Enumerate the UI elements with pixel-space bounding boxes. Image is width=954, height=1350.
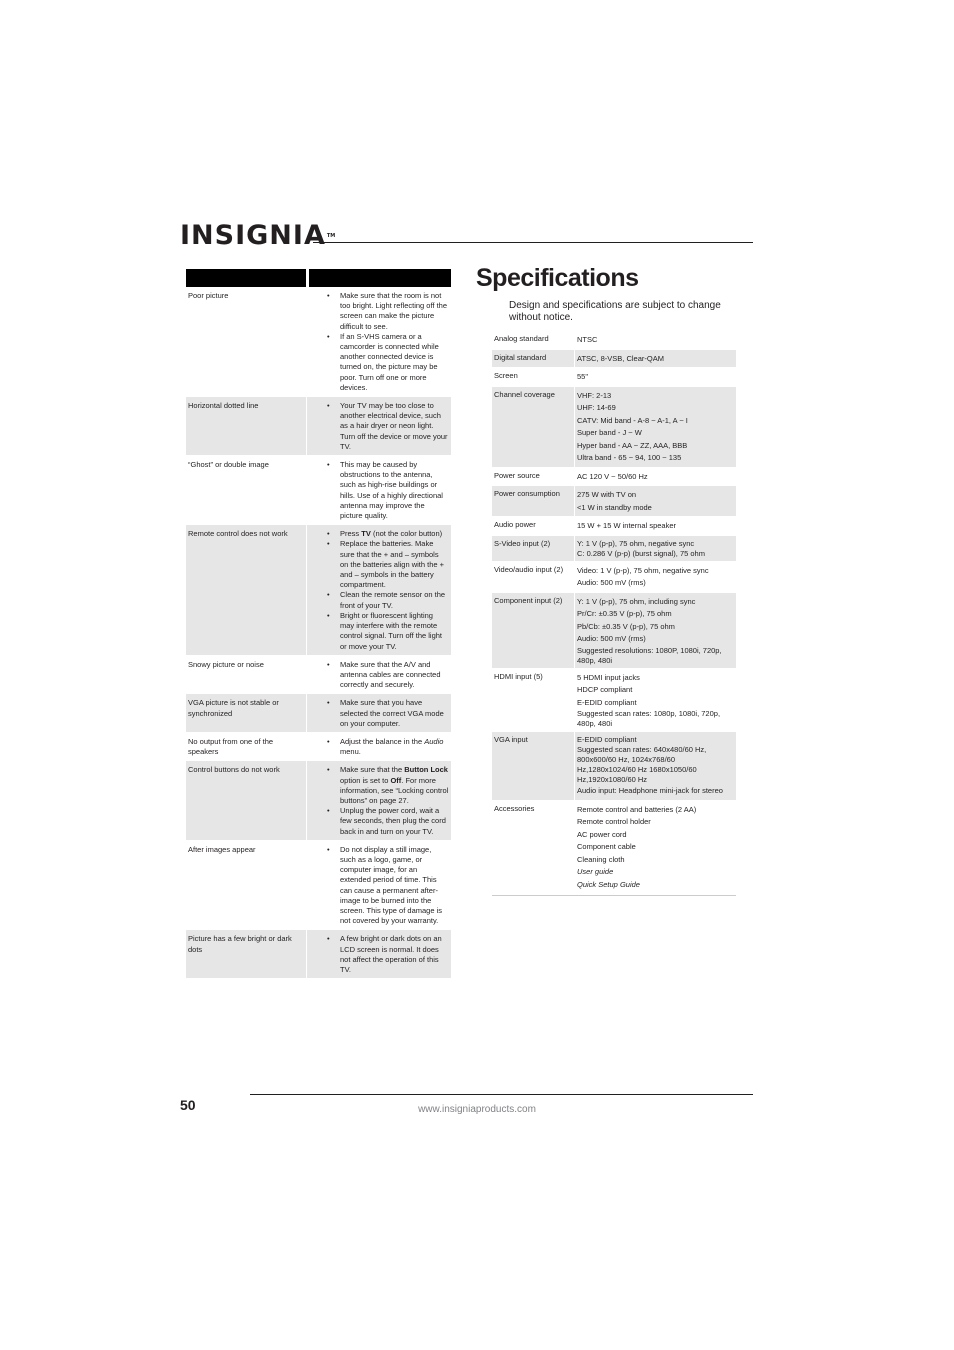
spec-value-line: CATV: Mid band - A-8 ~ A-1, A ~ I xyxy=(577,415,688,425)
spec-row xyxy=(492,486,736,517)
spec-row xyxy=(492,386,736,467)
logo-trademark: TM xyxy=(326,233,336,239)
spec-value xyxy=(575,732,737,801)
spec-label: HDMI input (5) xyxy=(492,668,575,732)
solution-item: • Do not display a still image, such as a logo, game, or computer image, for an extended period of time. This can cause a permanent after-image to be burned into the screen. This type of damage is not covered by your warranty. xyxy=(311,845,449,927)
spec-value-line: AC 120 V ~ 50/60 Hz xyxy=(577,471,648,481)
specifications-table xyxy=(492,331,736,896)
spec-value-line: Suggested resolutions: 1080P, 1080i, 720p, 480p, 480i xyxy=(577,645,722,665)
spec-value xyxy=(575,592,737,668)
solution-item: • If an S-VHS camera or a camcorder is connected while another connected device is turned on, the picture may be poor. Turn off one or more devices. xyxy=(311,332,449,393)
spec-row xyxy=(492,592,736,668)
solution-cell xyxy=(307,761,451,839)
spec-value-line: Hyper band - AA ~ ZZ, AAA, BBB xyxy=(577,440,688,450)
spec-value-line: Audio: 500 mV (rms) xyxy=(577,634,646,643)
spec-value-line: VHF: 2-13 xyxy=(577,390,612,400)
solution-item: • Adjust the balance in the Audio menu. xyxy=(311,737,449,757)
spec-row xyxy=(492,467,736,486)
spec-value-line: NTSC xyxy=(577,335,598,344)
spec-label: Analog standard xyxy=(492,331,575,349)
spec-value xyxy=(575,467,737,486)
solution-item: • A few bright or dark dots on an LCD screen is normal. It does not affect the operation of this TV. xyxy=(311,934,449,975)
solution-cell xyxy=(307,525,451,654)
page-number: 50 xyxy=(180,1097,196,1113)
problem-column-header xyxy=(186,269,306,287)
spec-value xyxy=(575,800,737,896)
spec-value-line: Quick Setup Guide xyxy=(577,879,640,889)
spec-row xyxy=(492,732,736,801)
spec-value-line: 5 HDMI input jacks xyxy=(577,672,640,682)
spec-label: Screen xyxy=(492,368,575,387)
table-row xyxy=(186,455,451,524)
table-row xyxy=(186,732,451,760)
spec-label: Component input (2) xyxy=(492,592,575,668)
troubleshooting-table xyxy=(186,269,451,978)
spec-value-line: E-EDID compliant xyxy=(577,735,637,744)
spec-value xyxy=(575,386,737,467)
spec-row xyxy=(492,535,736,561)
spec-value xyxy=(575,368,737,387)
solution-column-header xyxy=(309,269,451,287)
spec-value-line: 55" xyxy=(577,372,589,381)
spec-row xyxy=(492,368,736,387)
spec-value-line: UHF: 14-69 xyxy=(577,403,616,412)
solution-item: • Press TV (not the color button) xyxy=(311,529,449,539)
problem-cell: “Ghost” or double image xyxy=(186,456,307,524)
solution-item: • Bright or fluorescent lighting may interfere with the remote control signal. Turn off the light or move your TV. xyxy=(311,611,449,652)
spec-label: Audio power xyxy=(492,517,575,536)
solution-cell xyxy=(307,930,451,978)
spec-value xyxy=(575,517,737,536)
problem-cell: Poor picture xyxy=(186,287,307,396)
spec-value-line: ATSC, 8-VSB, Clear-QAM xyxy=(577,353,664,363)
solution-item: • Your TV may be too close to another electrical device, such as a hair dryer or neon light. Turn off the device or move your TV. xyxy=(311,401,449,452)
spec-row xyxy=(492,517,736,536)
solution-cell xyxy=(307,694,451,732)
spec-value-line: Video: 1 V (p-p), 75 ohm, negative sync xyxy=(577,565,709,575)
spec-value-line: Y: 1 V (p-p), 75 ohm, negative sync xyxy=(577,538,695,548)
spec-value-line: E-EDID compliant xyxy=(577,697,637,707)
table-row xyxy=(186,287,451,396)
spec-label: Power source xyxy=(492,467,575,486)
spec-value xyxy=(575,535,737,561)
solution-item: • Make sure that you have selected the correct VGA mode on your computer. xyxy=(311,698,449,729)
spec-row xyxy=(492,349,736,368)
spec-label: Power consumption xyxy=(492,486,575,517)
problem-cell: Control buttons do not work xyxy=(186,761,307,839)
spec-value-line: 275 W with TV on xyxy=(577,490,637,499)
problem-cell: After images appear xyxy=(186,841,307,930)
problem-cell: VGA picture is not stable or synchronized xyxy=(186,694,307,732)
troubleshooting-table-header xyxy=(186,269,451,287)
spec-row xyxy=(492,800,736,896)
solution-cell xyxy=(307,733,451,760)
spec-value-line: User guide xyxy=(577,867,614,876)
spec-value-line: Audio input: Headphone mini-jack for stereo xyxy=(577,786,723,795)
solution-item: • This may be caused by obstructions to the antenna, such as high-rise buildings or hills. Use of a highly directional antenna may improve the picture quality. xyxy=(311,460,449,521)
spec-value-line: C: 0.286 V (p-p) (burst signal), 75 ohm xyxy=(577,548,705,558)
spec-value-line: Pb/Cb: ±0.35 V (p-p), 75 ohm xyxy=(577,621,675,631)
spec-label: VGA input xyxy=(492,732,575,801)
logo-text: INSIGNIA xyxy=(180,220,326,251)
spec-row xyxy=(492,668,736,732)
problem-cell: Snowy picture or noise xyxy=(186,656,307,694)
spec-label: S-Video input (2) xyxy=(492,535,575,561)
table-row xyxy=(186,929,451,978)
spec-value-line: Ultra band - 65 ~ 94, 100 ~ 135 xyxy=(577,453,682,462)
spec-value xyxy=(575,349,737,368)
solution-cell xyxy=(307,456,451,524)
solution-item: • Make sure that the Button Lock option is set to Off. For more information, see “Locking control buttons” on page 27. xyxy=(311,765,449,806)
spec-value-line: Super band - J ~ W xyxy=(577,428,642,437)
spec-row xyxy=(492,331,736,349)
spec-label: Digital standard xyxy=(492,349,575,368)
header-rule xyxy=(313,242,753,243)
solution-cell xyxy=(307,397,451,455)
spec-value-line: Suggested scan rates: 1080p, 1080i, 720p, 480p, 480i xyxy=(577,709,721,728)
specifications-title: Specifications xyxy=(476,264,639,292)
spec-value xyxy=(575,331,737,349)
spec-value-line: Remote control and batteries (2 AA) xyxy=(577,804,697,814)
solution-cell xyxy=(307,287,451,396)
spec-label: Channel coverage xyxy=(492,386,575,467)
spec-value-line: Suggested scan rates: 640x480/60 Hz, 800x600/60 Hz, 1024x768/60 Hz,1280x1024/60 Hz 1680x1050/60 Hz,1920x1080/60 Hz xyxy=(577,745,707,784)
spec-value-line: Y: 1 V (p-p), 75 ohm, including sync xyxy=(577,596,696,606)
insignia-logo xyxy=(180,216,335,256)
spec-value-line: HDCP compliant xyxy=(577,685,633,694)
spec-row xyxy=(492,561,736,592)
solution-cell xyxy=(307,841,451,930)
solution-item: • Clean the remote sensor on the front of your TV. xyxy=(311,590,449,610)
table-row xyxy=(186,760,451,839)
solution-item: • Make sure that the room is not too bright. Light reflecting off the screen can make the picture difficult to see. xyxy=(311,291,449,332)
spec-value-line: Cleaning cloth xyxy=(577,854,625,864)
spec-value-line: <1 W in standby mode xyxy=(577,502,652,512)
solution-item: • Unplug the power cord, wait a few seconds, then plug the cord back in and turn on your TV. xyxy=(311,806,449,837)
spec-label: Accessories xyxy=(492,800,575,896)
spec-value-line: Audio: 500 mV (rms) xyxy=(577,578,646,587)
spec-value xyxy=(575,561,737,592)
solution-item: • Make sure that the A/V and antenna cables are connected correctly and securely. xyxy=(311,660,449,691)
spec-value xyxy=(575,486,737,517)
solution-cell xyxy=(307,656,451,694)
table-row xyxy=(186,524,451,654)
spec-value-line: AC power cord xyxy=(577,829,627,839)
spec-value-line: Pr/Cr: ±0.35 V (p-p), 75 ohm xyxy=(577,609,672,618)
solution-item: • Replace the batteries. Make sure that the + and – symbols on the batteries align with the + and – symbols in the battery compartment. xyxy=(311,539,449,590)
spec-label: Video/audio input (2) xyxy=(492,561,575,592)
table-row xyxy=(186,840,451,930)
spec-value-line: 15 W + 15 W internal speaker xyxy=(577,521,677,530)
spec-value-line: Remote control holder xyxy=(577,817,651,826)
spec-value-line: Component cable xyxy=(577,842,636,851)
specifications-note: Design and specifications are subject to change without notice. xyxy=(509,300,721,323)
problem-cell: No output from one of the speakers xyxy=(186,733,307,760)
table-row xyxy=(186,655,451,694)
problem-cell: Horizontal dotted line xyxy=(186,397,307,455)
table-row xyxy=(186,396,451,455)
problem-cell: Remote control does not work xyxy=(186,525,307,654)
footer-url: www.insigniaproducts.com xyxy=(418,1104,536,1115)
footer-rule xyxy=(250,1094,753,1095)
table-row xyxy=(186,693,451,732)
problem-cell: Picture has a few bright or dark dots xyxy=(186,930,307,978)
spec-value xyxy=(575,668,737,732)
